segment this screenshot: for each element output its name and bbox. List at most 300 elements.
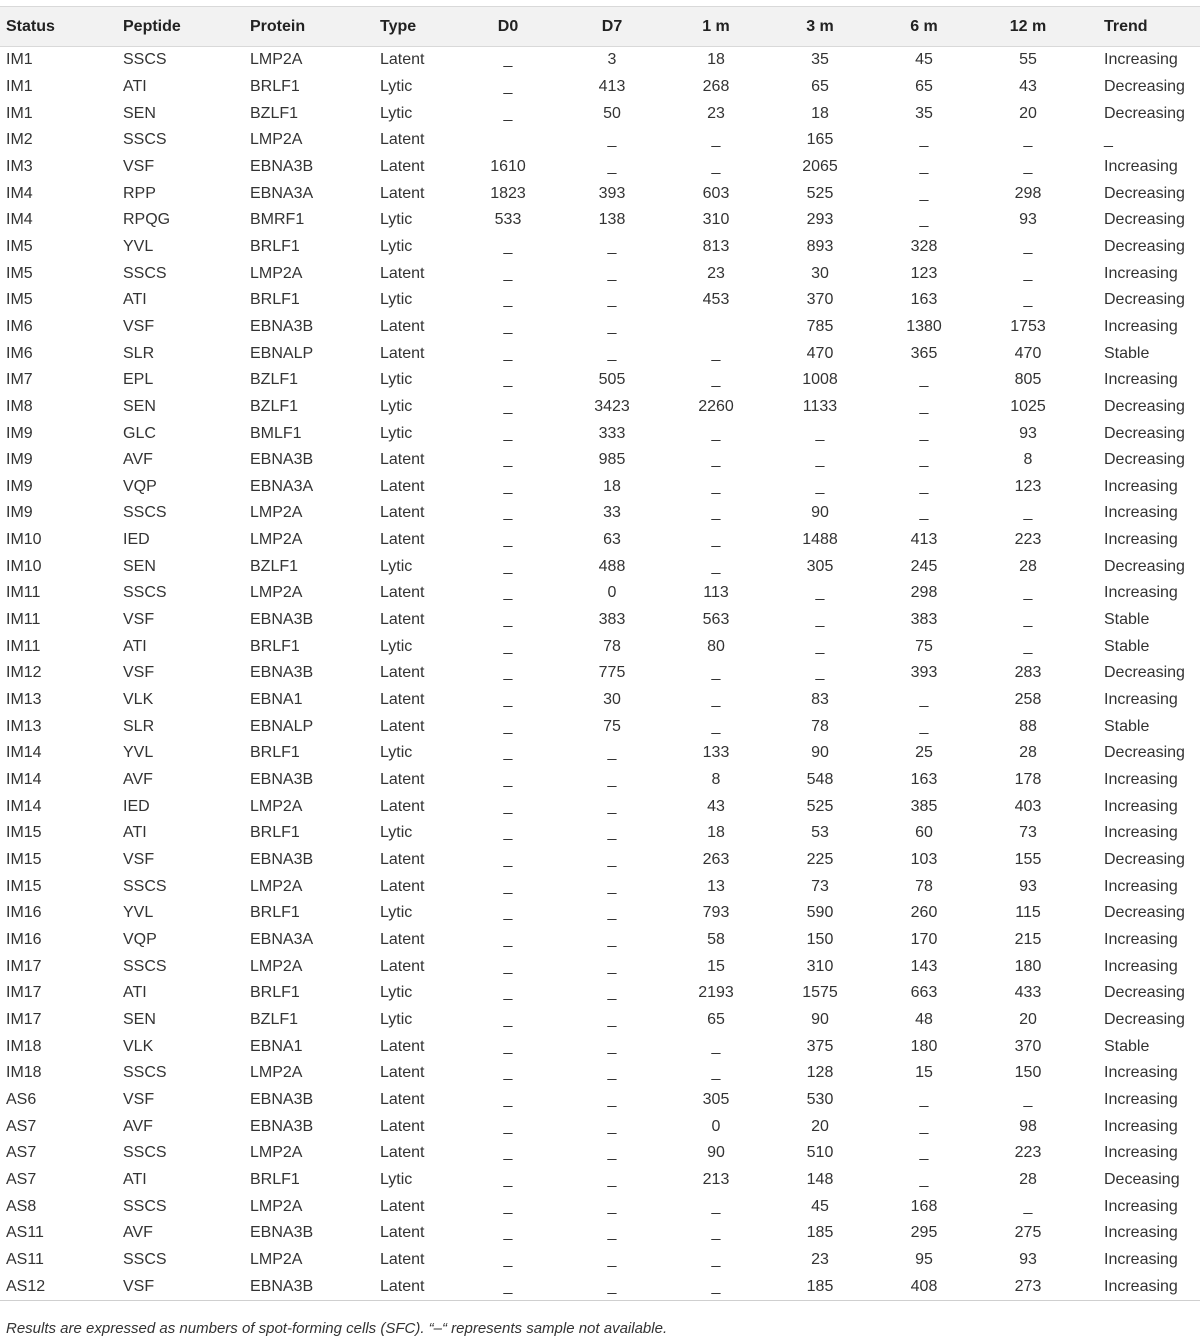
cell-3m: 185: [806, 1224, 834, 1242]
cell-3m: 128: [806, 1064, 834, 1082]
cell-protein: EBNA3B: [250, 157, 314, 175]
cell-trend: Decreasing: [1104, 397, 1185, 415]
cell-status: IM9: [6, 451, 33, 469]
cell-d0: _: [503, 664, 513, 682]
cell-12m: 28: [1019, 744, 1037, 762]
cell-protein: BRLF1: [250, 824, 300, 842]
cell-trend: Deceasing: [1104, 1170, 1180, 1188]
cell-12m: 215: [1014, 930, 1042, 948]
cell-trend: Decreasing: [1104, 104, 1185, 122]
cell-protein: BZLF1: [250, 397, 299, 415]
cell-d7: _: [607, 851, 617, 869]
cell-type: Latent: [380, 664, 425, 682]
cell-1m: _: [711, 157, 721, 175]
cell-protein: EBNA1: [250, 691, 303, 709]
cell-trend: Stable: [1104, 637, 1150, 655]
cell-1m: _: [711, 371, 721, 389]
cell-type: Latent: [380, 877, 425, 895]
cell-protein: LMP2A: [250, 1144, 303, 1162]
table-row: [0, 74, 1200, 101]
cell-d7: _: [607, 744, 617, 762]
cell-peptide: SEN: [123, 397, 156, 415]
cell-d0: _: [503, 504, 513, 522]
cell-d7: _: [607, 1117, 617, 1135]
cell-3m: _: [815, 584, 825, 602]
cell-3m: 510: [806, 1144, 834, 1162]
cell-trend: Decreasing: [1104, 424, 1185, 442]
cell-status: AS6: [6, 1090, 37, 1108]
cell-6m: 260: [910, 904, 938, 922]
table-row: [0, 420, 1200, 447]
table-row: [0, 234, 1200, 261]
cell-1m: 58: [707, 930, 725, 948]
cell-status: IM1: [6, 77, 33, 95]
cell-d0: _: [503, 744, 513, 762]
table-header-row: [0, 7, 1200, 47]
cell-peptide: ATI: [123, 637, 147, 655]
cell-status: IM16: [6, 930, 42, 948]
cell-type: Latent: [380, 851, 425, 869]
cell-trend: Increasing: [1104, 1250, 1178, 1268]
cell-status: IM8: [6, 397, 33, 415]
cell-status: IM7: [6, 371, 33, 389]
cell-type: Latent: [380, 344, 425, 362]
cell-12m: 298: [1014, 184, 1042, 202]
cell-3m: _: [815, 611, 825, 629]
cell-3m: 370: [806, 291, 834, 309]
cell-1m: 18: [707, 51, 725, 69]
cell-6m: 383: [910, 611, 938, 629]
cell-1m: _: [711, 1250, 721, 1268]
cell-d0: _: [503, 611, 513, 629]
cell-3m: 785: [806, 317, 834, 335]
cell-d7: _: [607, 131, 617, 149]
cell-peptide: SSCS: [123, 131, 167, 149]
cell-1m: 453: [702, 291, 730, 309]
table-row: [0, 660, 1200, 687]
cell-d7: 775: [598, 664, 626, 682]
cell-type: Latent: [380, 717, 425, 735]
cell-d0: [474, 127, 542, 154]
cell-status: IM5: [6, 237, 33, 255]
cell-6m: 168: [910, 1197, 938, 1215]
cell-3m: _: [815, 424, 825, 442]
cell-12m: 1025: [1010, 397, 1046, 415]
cell-protein: EBNA3B: [250, 664, 314, 682]
cell-12m: 20: [1019, 1010, 1037, 1028]
cell-trend: Increasing: [1104, 1090, 1178, 1108]
cell-type: Latent: [380, 1144, 425, 1162]
cell-3m: _: [815, 637, 825, 655]
cell-3m: 165: [806, 131, 834, 149]
cell-1m: 43: [707, 797, 725, 815]
cell-protein: BRLF1: [250, 1170, 300, 1188]
cell-12m: 155: [1014, 851, 1042, 869]
cell-d0: _: [503, 1144, 513, 1162]
cell-6m: 328: [910, 237, 938, 255]
cell-type: Latent: [380, 584, 425, 602]
cell-protein: LMP2A: [250, 797, 303, 815]
cell-status: AS7: [6, 1144, 37, 1162]
cell-1m: 2193: [698, 984, 734, 1002]
cell-12m: 28: [1019, 1170, 1037, 1188]
cell-12m: 180: [1014, 957, 1042, 975]
table-row: [0, 1273, 1200, 1300]
cell-status: IM3: [6, 157, 33, 175]
cell-d0: _: [503, 451, 513, 469]
cell-trend: Increasing: [1104, 1064, 1178, 1082]
cell-type: Lytic: [380, 397, 413, 415]
cell-d7: 50: [603, 104, 621, 122]
cell-trend: Increasing: [1104, 797, 1178, 815]
cell-protein: EBNA3B: [250, 611, 314, 629]
cell-trend: Decreasing: [1104, 557, 1185, 575]
cell-protein: BRLF1: [250, 637, 300, 655]
cell-12m: 283: [1014, 664, 1042, 682]
cell-d7: _: [607, 291, 617, 309]
cell-trend: Decreasing: [1104, 984, 1185, 1002]
cell-d7: 985: [598, 451, 626, 469]
cell-peptide: SEN: [123, 557, 156, 575]
table-row: [0, 633, 1200, 660]
cell-3m: 525: [806, 797, 834, 815]
cell-status: IM5: [6, 291, 33, 309]
cell-12m: 43: [1019, 77, 1037, 95]
cell-status: IM9: [6, 504, 33, 522]
cell-trend: Decreasing: [1104, 1010, 1185, 1028]
cell-d7: _: [607, 1250, 617, 1268]
cell-12m: _: [1023, 237, 1033, 255]
cell-status: IM14: [6, 744, 42, 762]
cell-protein: BRLF1: [250, 744, 300, 762]
cell-6m: 365: [910, 344, 938, 362]
cell-type: Latent: [380, 611, 425, 629]
table-row: [0, 607, 1200, 634]
table-row: [0, 1060, 1200, 1087]
cell-3m: 18: [811, 104, 829, 122]
cell-d7: _: [607, 157, 617, 175]
cell-peptide: VSF: [123, 157, 155, 175]
cell-peptide: SEN: [123, 104, 156, 122]
cell-1m: _: [711, 424, 721, 442]
cell-d0: _: [503, 930, 513, 948]
cell-1m: 0: [711, 1117, 721, 1135]
cell-1m: _: [711, 691, 721, 709]
cell-protein: BZLF1: [250, 557, 299, 575]
table-row: [0, 553, 1200, 580]
cell-12m: _: [1023, 157, 1033, 175]
cell-trend: Decreasing: [1104, 237, 1185, 255]
cell-3m: 90: [811, 744, 829, 762]
cell-status: IM11: [6, 637, 41, 655]
cell-d7: _: [607, 984, 617, 1002]
cell-d7: _: [607, 344, 617, 362]
cell-6m: 408: [910, 1277, 938, 1295]
cell-3m: 185: [806, 1277, 834, 1295]
cell-3m: 148: [806, 1170, 834, 1188]
cell-1m: _: [711, 451, 721, 469]
cell-peptide: AVF: [123, 771, 153, 789]
cell-3m: 310: [806, 957, 834, 975]
cell-1m: _: [711, 344, 721, 362]
cell-peptide: SSCS: [123, 51, 167, 69]
cell-d0: _: [503, 477, 513, 495]
cell-peptide: YVL: [123, 904, 154, 922]
cell-d7: _: [607, 930, 617, 948]
cell-12m: _: [1023, 1090, 1033, 1108]
cell-6m: 1380: [906, 317, 942, 335]
cell-d0: 1823: [490, 184, 526, 202]
cell-protein: EBNA3B: [250, 451, 314, 469]
table-row: [0, 1033, 1200, 1060]
cell-trend: Increasing: [1104, 531, 1178, 549]
cell-3m: 590: [806, 904, 834, 922]
cell-6m: _: [919, 184, 929, 202]
cell-d0: _: [503, 371, 513, 389]
cell-trend: Decreasing: [1104, 851, 1185, 869]
cell-trend: Increasing: [1104, 584, 1178, 602]
cell-3m: 35: [811, 51, 829, 69]
cell-12m: 805: [1014, 371, 1042, 389]
cell-trend: Increasing: [1104, 157, 1178, 175]
cell-6m: 103: [910, 851, 938, 869]
cell-d0: _: [503, 1117, 513, 1135]
cell-protein: EBNA1: [250, 1037, 303, 1055]
cell-trend: Increasing: [1104, 371, 1178, 389]
cell-protein: EBNA3A: [250, 930, 314, 948]
table-row: [0, 820, 1200, 847]
cell-status: AS11: [6, 1224, 44, 1242]
cell-status: IM13: [6, 691, 42, 709]
cell-trend: Decreasing: [1104, 77, 1185, 95]
cell-protein: LMP2A: [250, 957, 303, 975]
cell-12m: 258: [1014, 691, 1042, 709]
cell-d0: _: [503, 771, 513, 789]
cell-3m: 375: [806, 1037, 834, 1055]
cell-status: IM13: [6, 717, 42, 735]
cell-d0: _: [503, 957, 513, 975]
cell-d7: 63: [603, 531, 621, 549]
cell-d7: _: [607, 957, 617, 975]
cell-3m: 20: [811, 1117, 829, 1135]
header-12m: 12 m: [1009, 17, 1047, 35]
cell-peptide: VQP: [123, 930, 157, 948]
cell-type: Latent: [380, 504, 425, 522]
cell-6m: 143: [910, 957, 938, 975]
cell-12m: 55: [1019, 51, 1037, 69]
cell-1m: 563: [702, 611, 730, 629]
cell-6m: 48: [915, 1010, 933, 1028]
cell-type: Latent: [380, 1117, 425, 1135]
table-row: [0, 340, 1200, 367]
cell-12m: 20: [1019, 104, 1037, 122]
cell-protein: BRLF1: [250, 77, 300, 95]
cell-6m: _: [919, 1090, 929, 1108]
cell-protein: LMP2A: [250, 504, 303, 522]
cell-3m: 90: [811, 504, 829, 522]
cell-6m: _: [919, 1117, 929, 1135]
cell-d0: _: [503, 984, 513, 1002]
cell-protein: BRLF1: [250, 904, 300, 922]
cell-12m: _: [1023, 584, 1033, 602]
cell-d7: 33: [603, 504, 621, 522]
cell-6m: 75: [915, 637, 933, 655]
cell-type: Lytic: [380, 904, 413, 922]
cell-peptide: RPQG: [123, 211, 171, 229]
cell-type: Latent: [380, 477, 425, 495]
cell-d0: _: [503, 237, 513, 255]
table-row: [0, 1193, 1200, 1220]
cell-trend: Increasing: [1104, 264, 1178, 282]
cell-6m: 60: [915, 824, 933, 842]
cell-6m: _: [919, 691, 929, 709]
cell-6m: 15: [915, 1064, 933, 1082]
cell-peptide: VSF: [123, 1277, 155, 1295]
cell-type: Latent: [380, 1250, 425, 1268]
cell-type: Lytic: [380, 984, 413, 1002]
cell-type: Latent: [380, 957, 425, 975]
cell-status: AS12: [6, 1277, 46, 1295]
cell-trend: Decreasing: [1104, 211, 1185, 229]
cell-d0: _: [503, 51, 513, 69]
cell-status: IM14: [6, 771, 42, 789]
cell-1m: 305: [702, 1090, 730, 1108]
cell-d7: _: [607, 1090, 617, 1108]
cell-d0: _: [503, 1224, 513, 1242]
cell-peptide: IED: [123, 531, 150, 549]
cell-peptide: SSCS: [123, 264, 167, 282]
table-row: [0, 873, 1200, 900]
cell-peptide: SLR: [123, 717, 155, 735]
cell-d0: _: [503, 904, 513, 922]
cell-3m: 53: [811, 824, 829, 842]
cell-protein: LMP2A: [250, 531, 303, 549]
cell-status: AS7: [6, 1170, 37, 1188]
cell-protein: EBNA3B: [250, 1117, 314, 1135]
cell-d7: 333: [598, 424, 626, 442]
cell-6m: 180: [910, 1037, 938, 1055]
cell-type: Latent: [380, 930, 425, 948]
results-table-container: [0, 6, 1200, 1301]
cell-peptide: ATI: [123, 1170, 147, 1188]
cell-peptide: IED: [123, 797, 150, 815]
cell-6m: 163: [910, 291, 938, 309]
cell-status: IM16: [6, 904, 42, 922]
cell-trend: Increasing: [1104, 824, 1178, 842]
cell-peptide: SSCS: [123, 1144, 167, 1162]
cell-3m: 45: [811, 1197, 829, 1215]
cell-d0: _: [503, 637, 513, 655]
cell-12m: 93: [1019, 877, 1037, 895]
cell-3m: 1488: [802, 531, 838, 549]
cell-3m: 225: [806, 851, 834, 869]
cell-12m: _: [1023, 611, 1033, 629]
cell-peptide: SSCS: [123, 1064, 167, 1082]
cell-protein: LMP2A: [250, 1197, 303, 1215]
cell-d7: _: [607, 1144, 617, 1162]
cell-12m: 88: [1019, 717, 1037, 735]
cell-peptide: VLK: [123, 691, 154, 709]
table-body: [0, 47, 1200, 1301]
table-row: [0, 154, 1200, 181]
cell-protein: EBNA3B: [250, 317, 314, 335]
header-status: Status: [6, 17, 55, 35]
table-row: [0, 527, 1200, 554]
cell-1m: _: [711, 131, 721, 149]
cell-1m: _: [711, 557, 721, 575]
cell-1m: 603: [702, 184, 730, 202]
cell-6m: _: [919, 1144, 929, 1162]
cell-type: Lytic: [380, 1010, 413, 1028]
header-trend: Trend: [1104, 17, 1148, 35]
cell-d0: 1610: [490, 157, 526, 175]
cell-peptide: VLK: [123, 1037, 154, 1055]
cell-d0: _: [503, 1064, 513, 1082]
table-row: [0, 953, 1200, 980]
cell-peptide: SSCS: [123, 877, 167, 895]
cell-status: IM6: [6, 317, 33, 335]
cell-1m: 268: [702, 77, 730, 95]
cell-trend: Decreasing: [1104, 904, 1185, 922]
cell-3m: _: [815, 477, 825, 495]
cell-3m: 470: [806, 344, 834, 362]
cell-protein: EBNALP: [250, 344, 314, 362]
cell-type: Latent: [380, 1197, 425, 1215]
cell-trend: Increasing: [1104, 51, 1178, 69]
cell-12m: 273: [1014, 1277, 1042, 1295]
cell-trend: Increasing: [1104, 1144, 1178, 1162]
table-row: [0, 1247, 1200, 1274]
cell-d7: 3: [607, 51, 617, 69]
cell-d0: _: [503, 77, 513, 95]
table-row: [0, 180, 1200, 207]
table-row: [0, 1140, 1200, 1167]
cell-1m: _: [711, 504, 721, 522]
cell-protein: LMP2A: [250, 264, 303, 282]
cell-status: IM17: [6, 957, 42, 975]
cell-trend: Decreasing: [1104, 744, 1185, 762]
cell-peptide: SLR: [123, 344, 155, 362]
cell-status: IM2: [6, 131, 33, 149]
cell-protein: BRLF1: [250, 984, 300, 1002]
cell-peptide: ATI: [123, 291, 147, 309]
cell-d7: _: [607, 797, 617, 815]
cell-d0: _: [503, 557, 513, 575]
cell-trend: Increasing: [1104, 317, 1178, 335]
cell-protein: LMP2A: [250, 877, 303, 895]
cell-1m: 13: [707, 877, 725, 895]
cell-trend: Increasing: [1104, 930, 1178, 948]
cell-6m: _: [919, 397, 929, 415]
cell-d0: _: [503, 1010, 513, 1028]
cell-trend: Stable: [1104, 1037, 1150, 1055]
cell-protein: EBNA3A: [250, 477, 314, 495]
cell-d0: _: [503, 584, 513, 602]
cell-6m: _: [919, 477, 929, 495]
cell-peptide: EPL: [123, 371, 154, 389]
cell-1m: 2260: [698, 397, 734, 415]
cell-peptide: YVL: [123, 744, 154, 762]
cell-d7: _: [607, 264, 617, 282]
cell-12m: 370: [1014, 1037, 1042, 1055]
table-row: [0, 1087, 1200, 1114]
cell-6m: 393: [910, 664, 938, 682]
cell-peptide: SSCS: [123, 1250, 167, 1268]
cell-12m: _: [1023, 504, 1033, 522]
cell-trend: Decreasing: [1104, 291, 1185, 309]
cell-6m: 45: [915, 51, 933, 69]
cell-type: Lytic: [380, 371, 413, 389]
